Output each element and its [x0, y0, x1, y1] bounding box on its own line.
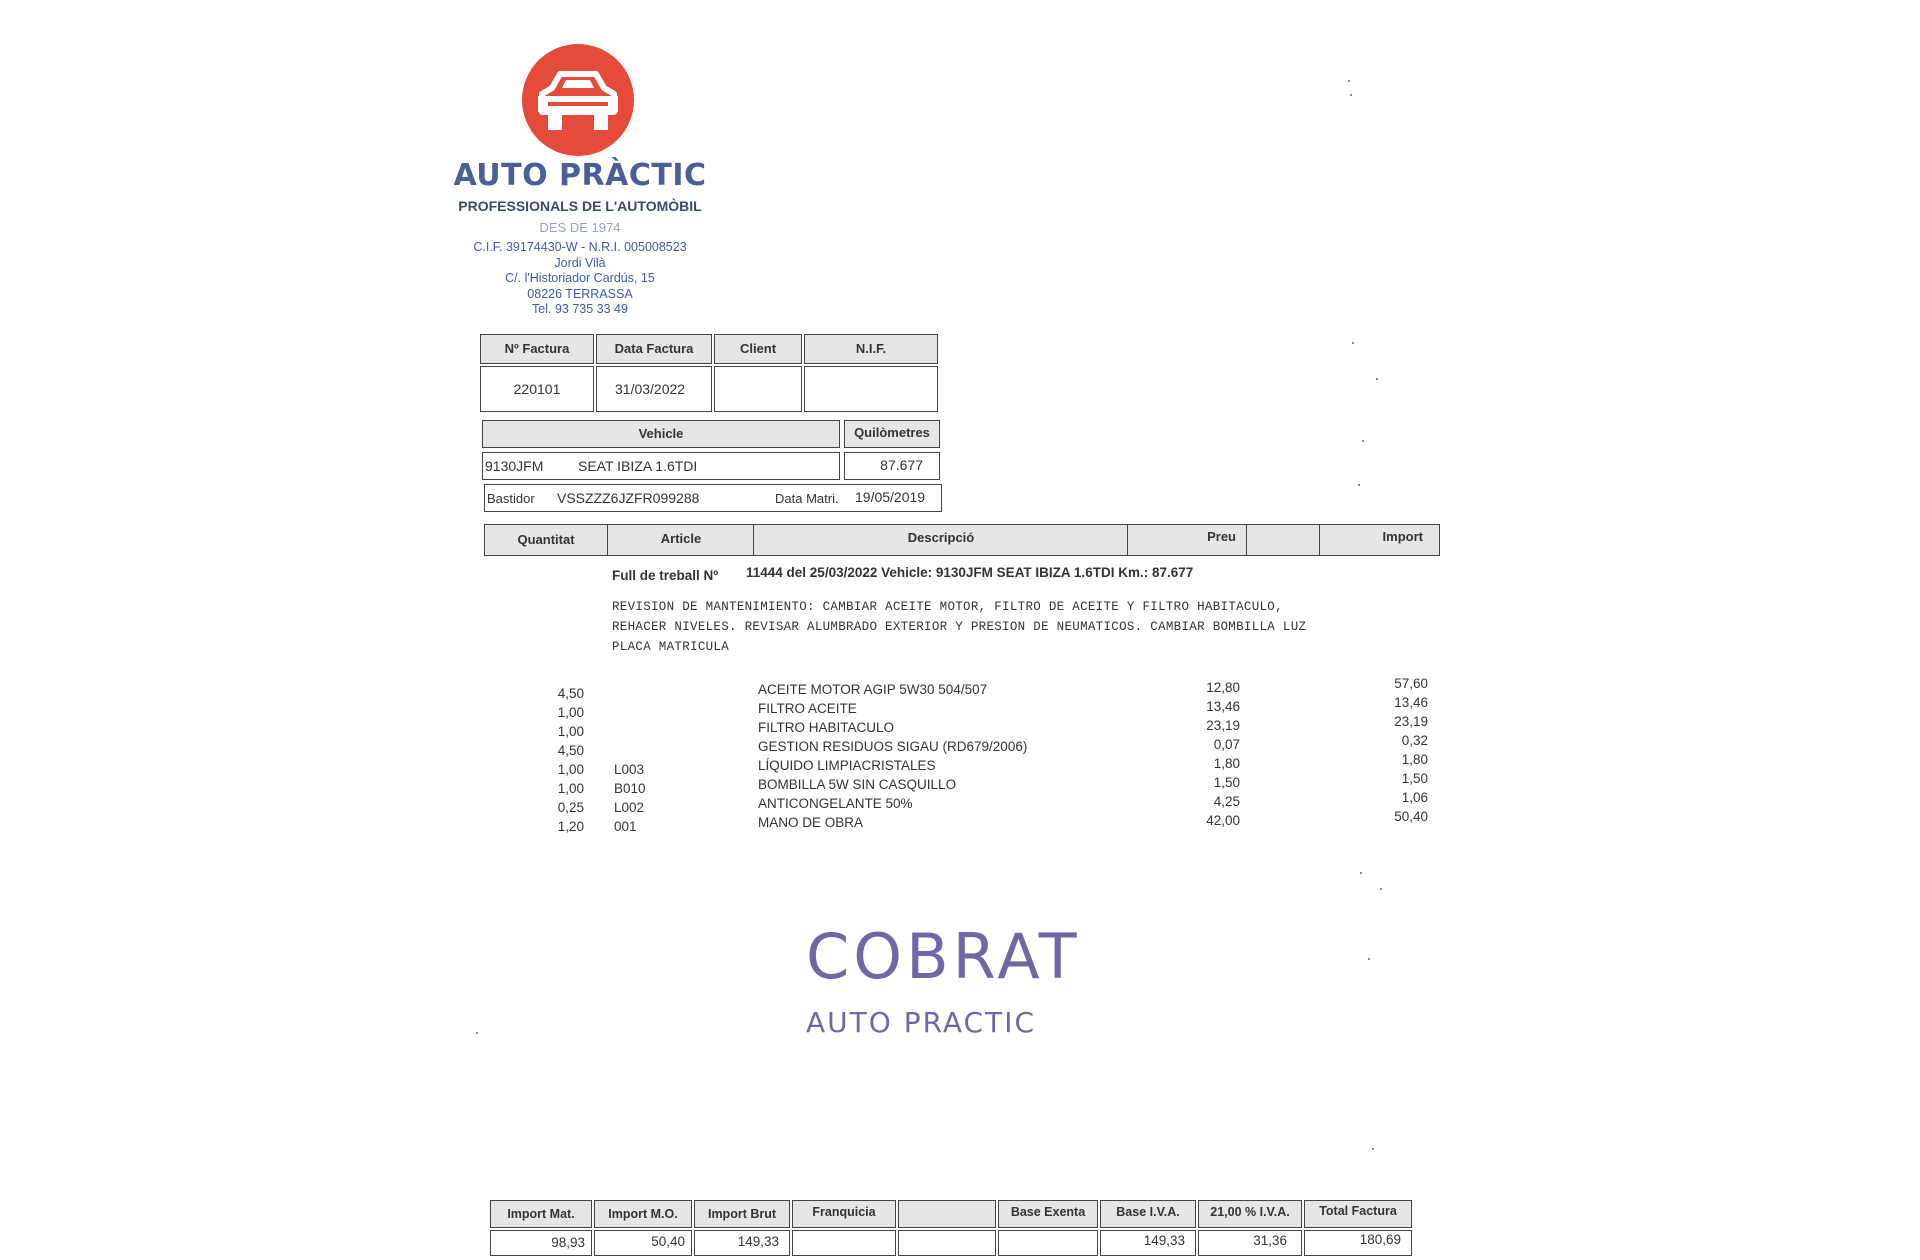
invoice-number: 220101	[480, 366, 594, 412]
description-header: Descripció	[755, 525, 1128, 555]
invoice-date: 31/03/2022	[596, 366, 712, 412]
line-qty: 1,00	[557, 724, 584, 739]
company-city: 08226 TERRASSA	[527, 287, 633, 301]
line-description: ANTICONGELANTE 50%	[758, 796, 913, 811]
line-description: LÍQUIDO LIMPIACRISTALES	[758, 758, 936, 773]
chassis-row	[484, 484, 942, 512]
line-price: 4,25	[1213, 794, 1240, 809]
article-header: Article	[609, 525, 754, 555]
spacer-header	[1249, 525, 1320, 555]
deductible-value	[792, 1230, 896, 1256]
line-amount: 57,60	[1394, 676, 1428, 691]
total-labor-header: Import M.O.	[594, 1200, 692, 1228]
vehicle-plate: 9130JFM	[485, 458, 544, 474]
company-ids: C.I.F. 39174430-W - N.R.I. 005008523	[473, 240, 687, 254]
car-logo-icon	[520, 42, 636, 158]
work-order-note-2: REHACER NIVELES. REVISAR ALUMBRADO EXTERIOR Y PRESION DE NEUMATICOS. CAMBIAR BOMBILLA LUZ	[612, 620, 1307, 634]
line-qty: 1,00	[557, 705, 584, 720]
nif-value	[804, 366, 938, 412]
line-amount: 1,80	[1401, 752, 1428, 767]
company-owner: Jordi Vilà	[554, 256, 606, 270]
price-header: Preu	[1129, 525, 1247, 555]
vehicle-km: 87.677	[844, 452, 940, 480]
client-value	[714, 366, 802, 412]
vehicle-header: Vehicle	[482, 420, 840, 448]
line-qty: 4,50	[557, 743, 584, 758]
vat-header: 21,00 % I.V.A.	[1198, 1200, 1302, 1228]
line-amount: 0,32	[1401, 733, 1428, 748]
totals-table	[490, 1200, 1442, 1260]
line-description: MANO DE OBRA	[758, 815, 864, 830]
line-price: 12,80	[1206, 680, 1240, 695]
vat-base-header: Base I.V.A.	[1100, 1200, 1196, 1228]
invoice-total: 180,69	[1304, 1230, 1412, 1256]
km-header: Quilòmetres	[844, 420, 940, 448]
blank-value	[898, 1230, 996, 1256]
vat-value: 31,36	[1198, 1230, 1302, 1256]
company-name: AUTO PRÀCTIC	[453, 158, 707, 193]
line-amount: 1,06	[1401, 790, 1428, 805]
line-description: FILTRO HABITACULO	[758, 720, 895, 735]
stamp-company: AUTO PRACTIC	[806, 1006, 1037, 1039]
line-article: B010	[614, 781, 646, 796]
line-qty: 1,00	[557, 781, 584, 796]
work-order-note-1: REVISION DE MANTENIMIENTO: CAMBIAR ACEITE MOTOR, FILTRO DE ACEITE Y FILTRO HABITACULO,	[612, 600, 1283, 614]
line-price: 0,07	[1213, 737, 1240, 752]
total-materials-header: Import Mat.	[490, 1200, 592, 1228]
exempt-base-header: Base Exenta	[998, 1200, 1098, 1228]
line-price: 1,50	[1213, 775, 1240, 790]
vehicle-model: SEAT IBIZA 1.6TDI	[578, 458, 698, 474]
line-amount: 50,40	[1394, 809, 1428, 824]
client-header: Client	[714, 334, 802, 364]
work-order-label: Full de treball Nº	[612, 568, 719, 583]
line-article: 001	[614, 819, 637, 834]
gross-total: 149,33	[694, 1230, 790, 1256]
company-tagline: PROFESSIONALS DE L'AUTOMÒBIL	[458, 198, 702, 214]
invoice-total-header: Total Factura	[1304, 1200, 1412, 1228]
qty-header: Quantitat	[485, 525, 608, 555]
vehicle-row	[482, 452, 840, 480]
lines-header	[484, 524, 1440, 556]
line-amount: 1,50	[1401, 771, 1428, 786]
work-order-note-3: PLACA MATRICULA	[612, 640, 730, 654]
registration-date: 19/05/2019	[855, 489, 926, 505]
line-qty: 0,25	[557, 800, 584, 815]
line-qty: 1,20	[557, 819, 584, 834]
work-order-value: 11444 del 25/03/2022 Vehicle: 9130JFM SEAT IBIZA 1.6TDI Km.: 87.677	[746, 565, 1194, 580]
deductible-header: Franquicia	[792, 1200, 896, 1228]
exempt-base-value	[998, 1230, 1098, 1256]
amount-header: Import	[1321, 525, 1439, 555]
line-article: L002	[614, 800, 645, 815]
line-description: GESTION RESIDUOS SIGAU (RD679/2006)	[758, 739, 1028, 754]
nif-header: N.I.F.	[804, 334, 938, 364]
chassis-label: Bastidor	[487, 491, 535, 506]
line-qty: 4,50	[557, 686, 584, 701]
vat-base-value: 149,33	[1100, 1230, 1196, 1256]
paid-stamp: COBRAT	[806, 920, 1081, 993]
company-street: C/. l'Historiador Cardús, 15	[505, 271, 655, 285]
company-since: DES DE 1974	[539, 220, 621, 235]
line-price: 42,00	[1206, 813, 1240, 828]
line-price: 23,19	[1206, 718, 1240, 733]
line-qty: 1,00	[557, 762, 584, 777]
registration-label: Data Matri.	[775, 491, 839, 506]
line-description: BOMBILLA 5W SIN CASQUILLO	[758, 777, 957, 792]
line-description: ACEITE MOTOR AGIP 5W30 504/507	[758, 682, 988, 697]
line-amount: 13,46	[1394, 695, 1428, 710]
total-labor: 50,40	[594, 1230, 692, 1256]
line-price: 13,46	[1206, 699, 1240, 714]
gross-total-header: Import Brut	[694, 1200, 790, 1228]
invoice-number-header: Nº Factura	[480, 334, 594, 364]
company-phone: Tel. 93 735 33 49	[532, 302, 628, 316]
line-price: 1,80	[1213, 756, 1240, 771]
line-amount: 23,19	[1394, 714, 1428, 729]
invoice-date-header: Data Factura	[596, 334, 712, 364]
chassis-number: VSSZZZ6JZFR099288	[557, 490, 700, 506]
line-description: FILTRO ACEITE	[758, 701, 857, 716]
line-article: L003	[614, 762, 645, 777]
total-materials: 98,93	[490, 1230, 592, 1256]
blank-header	[898, 1200, 996, 1228]
